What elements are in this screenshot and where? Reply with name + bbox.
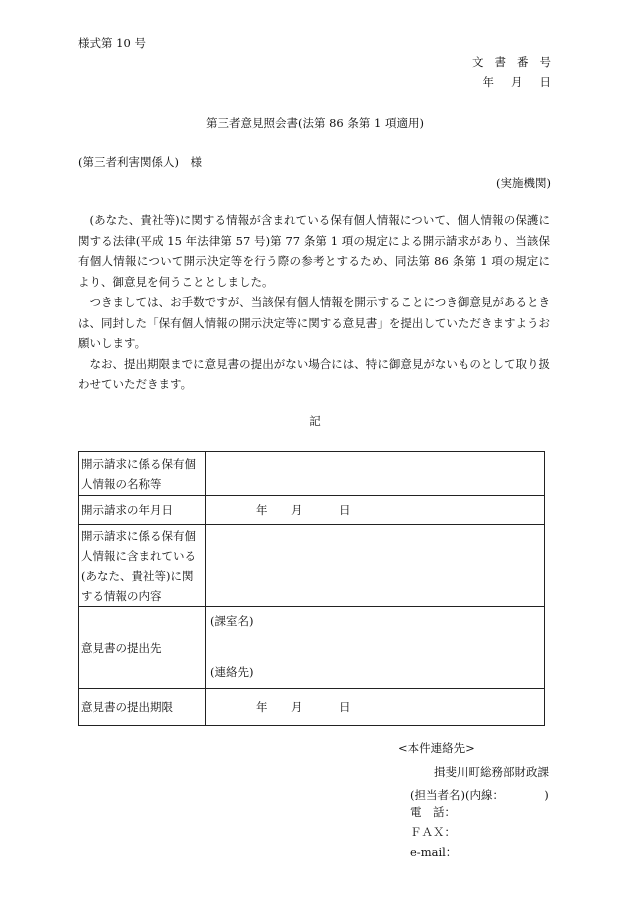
- table-row: [79, 496, 545, 525]
- document-number-label: 文書番号: [472, 55, 562, 69]
- ki-heading: 記: [309, 414, 321, 428]
- contact-heading: <本件連絡先>: [398, 741, 475, 755]
- paragraph-3: なお、提出期限までに意見書の提出がない場合には、特に御意見がないものとして取り扱わせていただきます。: [78, 356, 550, 391]
- deadline-year: 年: [256, 700, 268, 714]
- included-info-label: 開示請求に係る保有個人情報に含まれている(あなた、貴社等)に関する情報の内容: [79, 525, 206, 607]
- submission-destination-value: [206, 607, 545, 689]
- request-date-value: [206, 496, 545, 525]
- request-date-year: 年: [256, 503, 268, 517]
- request-date-day: 日: [339, 503, 351, 517]
- table-row: [79, 689, 545, 726]
- request-info-name-value: [206, 452, 545, 496]
- paragraph-1: (あなた、貴社等)に関する情報が含まれている保有個人情報について、個人情報の保護に関する法律(平成 15 年法律第 57 号)第 77 条第 1 項の規定による開示請求があり、当該保有個人情報について開示決定等を行う際の参考とするため、同法第 86 条第 1 項の規定により、御意見を伺うこととしました。: [78, 213, 550, 289]
- contact-department: 揖斐川町総務部財政課: [434, 765, 549, 779]
- contact-fax: ＦＡＸ：: [410, 825, 456, 839]
- contact-email: e-mail：: [410, 845, 458, 859]
- addressee: (第三者利害関係人) 様: [78, 155, 202, 169]
- submission-deadline-value: [206, 689, 545, 726]
- table-row: [79, 525, 545, 607]
- document-title: 第三者意見照会書(法第 86 条第 1 項適用): [205, 116, 425, 130]
- body-text: [78, 210, 550, 395]
- request-date-label: 開示請求の年月日: [79, 496, 206, 525]
- included-info-value: [206, 525, 545, 607]
- contact-person: (担当者名)(内線： ): [410, 788, 549, 802]
- issuing-agency: (実施機関): [496, 176, 551, 190]
- deadline-day: 日: [339, 700, 351, 714]
- form-number: 様式第 10 号: [78, 36, 146, 50]
- submission-deadline-label: 意見書の提出期限: [79, 689, 206, 726]
- paragraph-2: つきましては、お手数ですが、当該保有個人情報を開示することにつき御意見があるときは、同封した「保有個人情報の開示決定等に関する意見書」を提出していただきますようお願いします。: [78, 295, 550, 350]
- document-date-label: 年月日: [482, 75, 568, 89]
- table-row: [79, 607, 545, 689]
- deadline-month: 月: [291, 700, 303, 714]
- destination-department: (課室名): [210, 614, 254, 628]
- information-table: [78, 451, 545, 726]
- request-info-name-label: 開示請求に係る保有個人情報の名称等: [79, 452, 206, 496]
- request-date-month: 月: [291, 503, 303, 517]
- table-row: [79, 452, 545, 496]
- submission-destination-label: 意見書の提出先: [79, 607, 206, 689]
- destination-contact: (連絡先): [210, 665, 254, 679]
- contact-phone: 電 話：: [410, 805, 456, 819]
